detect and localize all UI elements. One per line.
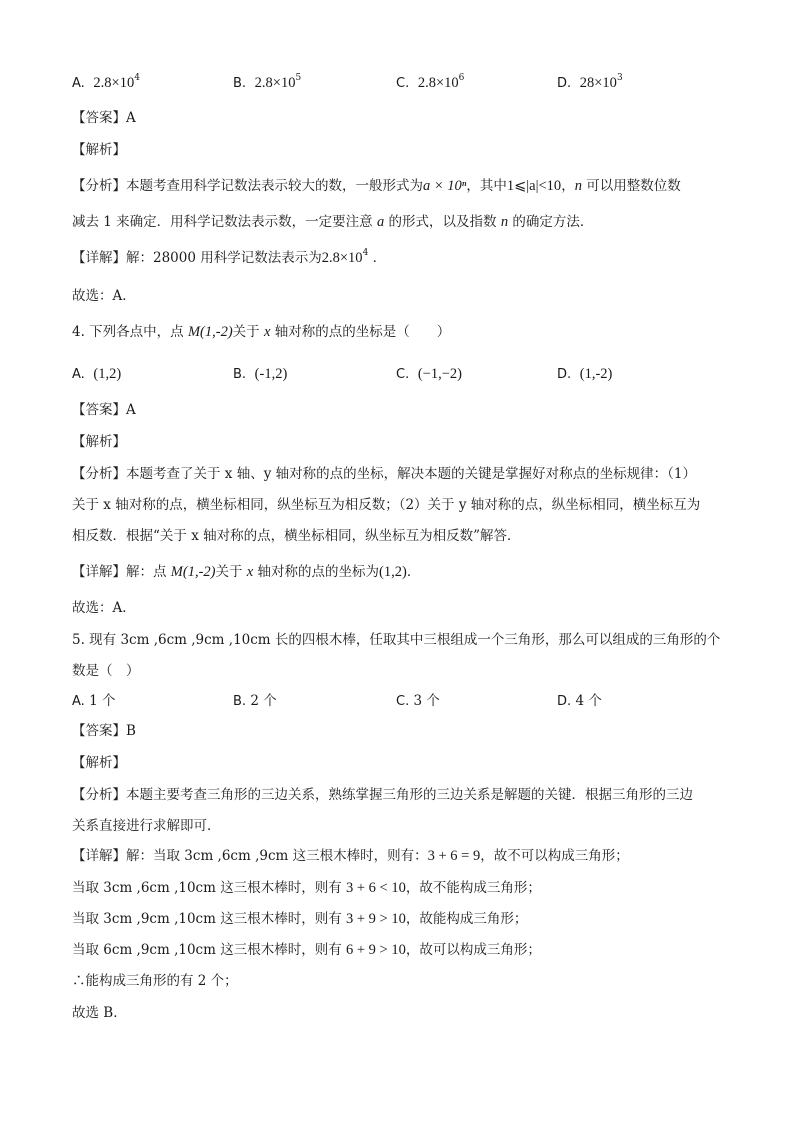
q4-stem xyxy=(72,322,450,342)
option-value: (-1,2) xyxy=(254,366,288,382)
q5-option-a xyxy=(72,691,115,712)
q5-conclusion: 故选 B． xyxy=(72,1005,127,1021)
q5-option-d xyxy=(557,691,602,712)
q3-fenxi-line1 xyxy=(72,176,681,196)
text: ，故不可以构成三角形； xyxy=(480,848,629,864)
text: 关于 xyxy=(232,324,260,340)
q3-answer: 【答案】A xyxy=(72,110,136,126)
option-value: 4 个 xyxy=(575,693,602,709)
variable: n xyxy=(500,214,509,230)
point-label: M(1,-2) xyxy=(187,324,233,340)
option-value: 2.8×10 xyxy=(254,75,296,91)
q5-detail-line3 xyxy=(72,909,527,929)
text: ． xyxy=(406,564,421,580)
option-value: (1,2) xyxy=(93,366,122,382)
option-letter: A. xyxy=(72,367,85,382)
q3-option-a xyxy=(72,73,140,94)
text: 的形式，以及指数 xyxy=(388,214,497,230)
q5-option-b xyxy=(233,691,277,712)
q3-conclusion: 故选：A． xyxy=(72,288,136,304)
text: 轴对称的点的坐标是（ ） xyxy=(274,324,451,340)
q3-option-d xyxy=(557,73,623,94)
text: 轴对称的点的坐标为 xyxy=(257,564,380,580)
exponent: 4 xyxy=(362,248,369,258)
text: ，其中 xyxy=(466,178,507,194)
q3-fenxi-line2 xyxy=(72,212,593,232)
formula: 6 + 9 > 10 xyxy=(346,942,406,958)
text: 当取 3cm ,9cm ,10cm 这三根木棒时，则有 xyxy=(72,911,342,927)
q5-detail-line2 xyxy=(72,878,541,898)
q5-detail-line4 xyxy=(72,940,541,960)
variable: n xyxy=(574,178,582,194)
formula: 3 + 9 > 10 xyxy=(346,911,406,927)
option-letter: A. xyxy=(72,694,85,709)
q5-stem-line1: 5. 现有 3cm ,6cm ,9cm ,10cm 长的四根木棒，任取其中三根组成一个三角形，那么可以组成的三角形的个 xyxy=(72,632,721,648)
option-letter: C. xyxy=(396,367,410,382)
option-value: (1,-2) xyxy=(579,366,613,382)
option-value: (−1,−2) xyxy=(417,366,462,382)
formula: a × 10ⁿ xyxy=(423,178,467,194)
q4-answer: 【答案】A xyxy=(72,402,136,418)
point-label: M(1,-2) xyxy=(170,564,216,580)
q4-detail xyxy=(72,562,420,582)
option-value: 2 个 xyxy=(250,693,277,709)
q4-option-b xyxy=(233,364,287,385)
option-letter: C. xyxy=(396,76,410,91)
text: 减去 1 来确定．用科学记数法表示数，一定要注意 xyxy=(72,214,373,230)
option-exponent: 3 xyxy=(616,73,623,83)
text: 【详解】解：点 xyxy=(72,564,167,580)
option-value: 2.8×10 xyxy=(93,75,135,91)
q5-analysis-label: 【解析】 xyxy=(72,755,126,771)
q4-analysis-label: 【解析】 xyxy=(72,434,126,450)
q3-analysis-label: 【解析】 xyxy=(72,142,126,158)
text: ，故能构成三角形； xyxy=(405,911,528,927)
text: ，故可以构成三角形； xyxy=(405,942,541,958)
axis-variable: x xyxy=(246,564,254,580)
option-letter: D. xyxy=(557,367,572,382)
variable: a xyxy=(376,214,385,230)
q3-detail xyxy=(72,248,386,268)
axis-variable: x xyxy=(263,324,271,340)
text: 关于 xyxy=(215,564,243,580)
text: 【详解】解：当取 3cm ,6cm ,9cm 这三根木棒时，则有： xyxy=(72,848,428,864)
q4-fenxi-line1: 【分析】本题考查了关于 x 轴、y 轴对称的点的坐标，解决本题的关键是掌握好对称点的坐标规律：（1） xyxy=(72,466,696,482)
q4-option-a xyxy=(72,364,121,385)
q5-answer: 【答案】B xyxy=(72,723,136,739)
option-value: 28×10 xyxy=(579,75,617,91)
text: ． xyxy=(372,250,387,266)
option-letter: D. xyxy=(557,694,572,709)
q4-fenxi-line3: 相反数．根据“关于 x 轴对称的点，横坐标相同，纵坐标互为相反数”解答． xyxy=(72,528,521,544)
q5-option-c xyxy=(396,691,440,712)
text: 的确定方法． xyxy=(512,214,594,230)
q3-option-b xyxy=(233,73,301,94)
q3-option-c xyxy=(396,73,464,94)
formula: 3 + 6 = 9 xyxy=(427,848,481,864)
option-exponent: 5 xyxy=(295,73,302,83)
q5-stem-line2: 数是（ ） xyxy=(72,663,140,679)
option-value: 2.8×10 xyxy=(417,75,459,91)
q5-therefore: ∴能构成三角形的有 2 个； xyxy=(72,973,238,989)
text: 可以用整数位数 xyxy=(586,178,681,194)
option-letter: B. xyxy=(233,694,247,709)
q5-detail-line1 xyxy=(72,846,629,866)
result-point: (1,2) xyxy=(379,564,407,580)
text: 4. 下列各点中，点 xyxy=(72,324,184,340)
q5-fenxi-line1: 【分析】本题主要考查三角形的三边关系，熟练掌握三角形的三边关系是解题的关键．根据三角形的三边 xyxy=(72,787,693,803)
q4-option-d xyxy=(557,364,612,385)
option-exponent: 4 xyxy=(134,73,140,83)
q4-conclusion: 故选：A． xyxy=(72,600,136,616)
text: 【详解】解：28000 用科学记数法表示为 xyxy=(72,250,322,266)
formula: 3 + 6 < 10 xyxy=(346,880,406,896)
text: 当取 3cm ,6cm ,10cm 这三根木棒时，则有 xyxy=(72,880,342,896)
option-value: 3 个 xyxy=(413,693,440,709)
option-exponent: 6 xyxy=(458,73,465,83)
option-letter: C. xyxy=(396,694,410,709)
text: 【分析】本题考查用科学记数法表示较大的数，一般形式为 xyxy=(72,178,423,194)
q4-option-c xyxy=(396,364,462,385)
q4-fenxi-line2: 关于 x 轴对称的点，横坐标相同，纵坐标互为相反数；（2）关于 y 轴对称的点，纵坐标相同，横坐标互为 xyxy=(72,497,701,513)
option-letter: B. xyxy=(233,76,247,91)
text: 当取 6cm ,9cm ,10cm 这三根木棒时，则有 xyxy=(72,942,342,958)
option-letter: A. xyxy=(72,76,85,91)
option-letter: D. xyxy=(557,76,572,91)
formula: 1⩽|a|<10 xyxy=(506,178,562,194)
formula: 2.8×10 xyxy=(321,250,363,266)
q5-fenxi-line2: 关系直接进行求解即可． xyxy=(72,818,221,834)
option-value: 1 个 xyxy=(89,693,116,709)
text: ，故不能构成三角形； xyxy=(405,880,541,896)
text: ， xyxy=(561,178,575,194)
option-letter: B. xyxy=(233,367,247,382)
